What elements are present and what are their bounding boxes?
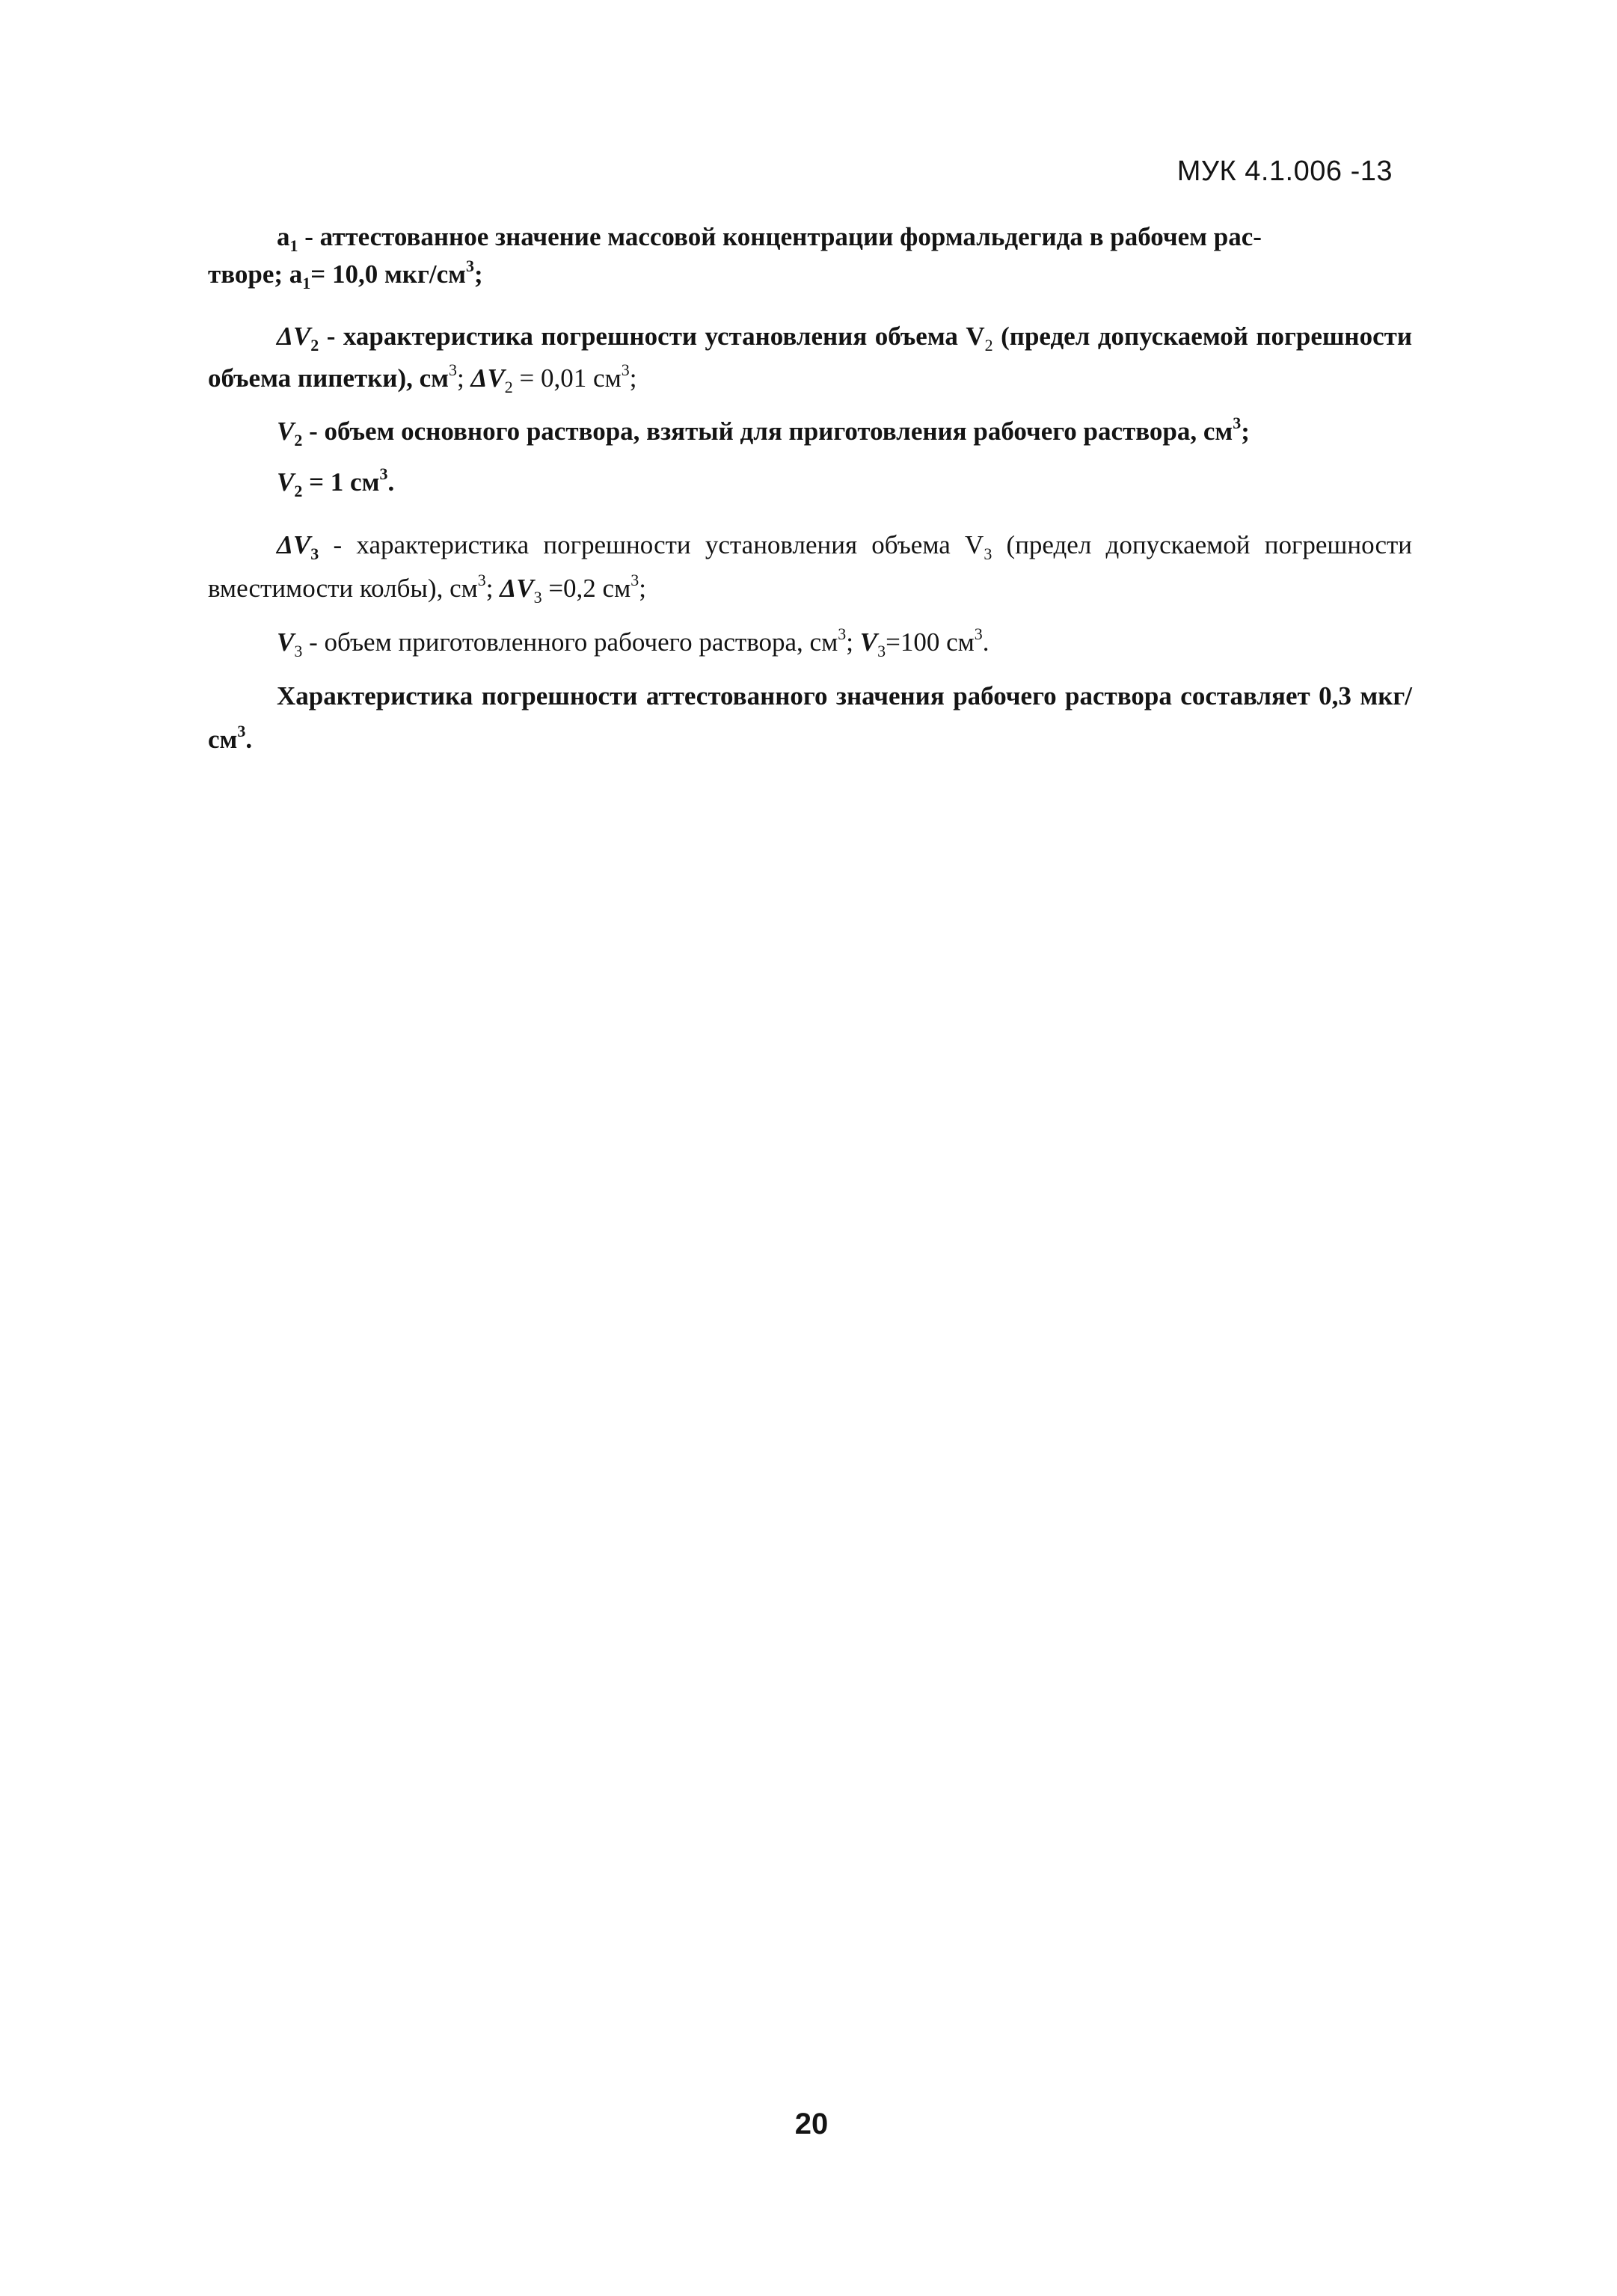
punctuation: .: [982, 627, 989, 657]
subscript: 3: [294, 642, 303, 660]
superscript: 3: [237, 722, 246, 741]
page-number: 20: [794, 2108, 829, 2140]
paragraph-text: - характеристика погрешности установления объема V: [319, 322, 985, 351]
superscript: 3: [379, 464, 388, 484]
paragraph-text: (предел допускаемой погрешности объема пипетки), см: [208, 322, 1412, 393]
paragraph-v2-value: [208, 464, 1412, 501]
paragraph-v2: [208, 413, 1412, 450]
superscript: 3: [974, 624, 983, 644]
punctuation: ;: [629, 363, 637, 393]
punctuation: ;: [485, 574, 500, 603]
paragraph-delta-v3: [208, 524, 1412, 610]
subscript: 3: [877, 642, 886, 660]
superscript: 3: [1233, 414, 1242, 433]
subscript: 3: [533, 588, 542, 607]
value-symbol: ΔV: [470, 363, 505, 393]
symbol-v3: V: [277, 627, 295, 657]
subscript: 3: [310, 544, 319, 563]
subscript: 1: [289, 236, 298, 255]
paragraph-text: (предел допускаемой погрешности вместимости колбы), см: [208, 530, 1413, 603]
value-text: = 1 см: [302, 467, 380, 497]
punctuation: .: [245, 725, 253, 754]
value-symbol: a: [289, 260, 303, 289]
superscript: 3: [465, 257, 474, 276]
paragraph-text: - объем основного раствора, взятый для приготовления рабочего раствора, см: [302, 417, 1233, 446]
punctuation: ;: [473, 260, 483, 289]
value-text: =100 см: [886, 627, 975, 657]
subscript: 3: [984, 544, 992, 563]
paragraph-text: - характеристика погрешности установления объема V: [319, 530, 984, 559]
superscript: 3: [621, 360, 630, 380]
subscript: 2: [294, 482, 303, 500]
superscript: 3: [449, 360, 458, 380]
paragraph-summary: [208, 675, 1412, 761]
symbol-a1: a: [277, 222, 290, 251]
document-body: [208, 218, 1412, 761]
subscript: 1: [302, 274, 311, 292]
symbol-delta-v2: ΔV: [277, 322, 311, 351]
punctuation: .: [387, 467, 395, 497]
paragraph-text: - объем приготовленного рабочего раствора, см: [302, 627, 838, 657]
symbol-v2: V: [277, 417, 295, 446]
subscript: 2: [294, 431, 303, 449]
value-text: = 0,01 см: [512, 363, 622, 393]
symbol-delta-v3: ΔV: [277, 530, 311, 559]
paragraph-v3: [208, 624, 1412, 661]
punctuation: ;: [846, 627, 860, 657]
symbol-v2: V: [277, 467, 295, 497]
superscript: 3: [477, 571, 486, 590]
value-symbol: V: [859, 627, 878, 657]
value-text: = 10,0 мкг/см: [310, 260, 466, 289]
superscript: 3: [630, 571, 639, 590]
punctuation: ;: [457, 363, 471, 393]
value-symbol: ΔV: [500, 574, 534, 603]
document-code: МУК 4.1.006 -13: [1176, 156, 1393, 187]
subscript: 2: [984, 336, 993, 354]
punctuation: ;: [639, 574, 646, 603]
value-text: =0,2 см: [541, 574, 631, 603]
paragraph-text: - аттестованное значение массовой концентрации формальдегида в рабочем рас-: [298, 222, 1262, 251]
paragraph-a1: [208, 218, 1412, 293]
paragraph-text: творе;: [208, 260, 289, 289]
subscript: 2: [504, 378, 513, 396]
subscript: 2: [310, 336, 319, 354]
punctuation: ;: [1241, 417, 1250, 446]
paragraph-delta-v2: [208, 316, 1412, 399]
superscript: 3: [838, 624, 847, 644]
paragraph-text: Характеристика погрешности аттестованного значения рабочего раствора составляет 0,3 мкг/см: [208, 681, 1412, 754]
